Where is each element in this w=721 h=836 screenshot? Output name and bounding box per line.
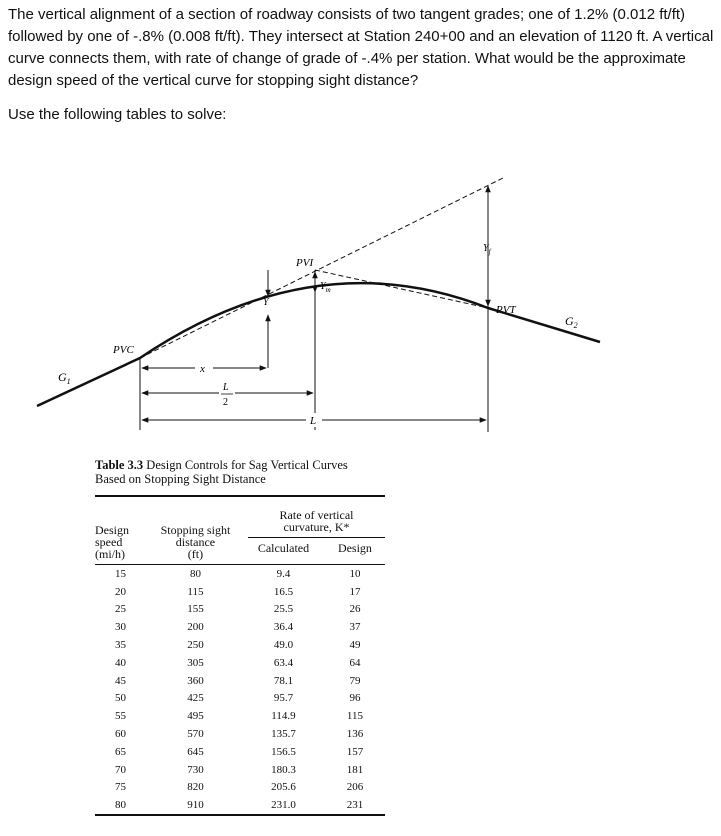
table-row: [95, 618, 385, 636]
cell-k-design: 136: [346, 728, 364, 741]
table-row: [95, 743, 385, 761]
cell-stopping-sight-distance: 820: [187, 781, 204, 794]
table-row: [95, 761, 385, 779]
cell-k-calculated: 95.7: [273, 692, 294, 705]
cell-design-speed: 80: [95, 796, 149, 815]
table-row: [95, 583, 385, 601]
table-row: [95, 725, 385, 743]
table-row: [95, 672, 385, 690]
cell-design-speed: 45: [115, 674, 126, 687]
table-row: [95, 654, 385, 672]
cell-k-calculated: 231.0: [242, 796, 325, 815]
cell-k-design: 26: [349, 603, 361, 616]
table-title-line2: Based on Stopping Sight Distance: [95, 472, 266, 486]
cell-k-calculated: 114.9: [271, 710, 296, 723]
cell-stopping-sight-distance: 155: [187, 603, 204, 616]
cell-stopping-sight-distance: 360: [187, 674, 204, 687]
half-l-denominator: 2: [223, 397, 228, 408]
cell-k-design: 17: [349, 585, 361, 598]
cell-k-calculated: 180.3: [271, 763, 296, 776]
half-l-numerator: L: [223, 382, 229, 393]
cell-k-design: 157: [346, 745, 364, 758]
cell-k-design: 206: [346, 781, 364, 794]
cell-stopping-sight-distance: 80: [189, 567, 201, 580]
cell-k-calculated: 135.7: [271, 728, 296, 741]
cell-k-design: 49: [349, 639, 361, 652]
cell-stopping-sight-distance: 250: [187, 639, 204, 652]
cell-design-speed: 65: [115, 745, 126, 758]
cell-design-speed: 30: [115, 621, 126, 634]
header-design: Design: [337, 541, 372, 555]
yf-label: $Y_f$: [483, 243, 491, 256]
table-row: [95, 796, 385, 815]
tangent-extension-g1: [140, 178, 503, 358]
y-label: Y: [263, 297, 269, 308]
cell-k-calculated: 205.6: [271, 781, 296, 794]
cell-design-speed: 55: [115, 710, 126, 723]
header-rate-of-curvature: Rate of vertical curvature, K*: [242, 496, 385, 538]
cell-stopping-sight-distance: 425: [187, 692, 204, 705]
cell-k-calculated: 78.1: [273, 674, 294, 687]
question-text: The vertical alignment of a section of roadway consists of two tangent grades; one of 1.2% (0.012 ft/ft) followed by one of -.8% (0.008 ft/ft). They intersect at Station 240+00 and an elevation of 1120 ft. A vertical curve connects them, with rate of change of grade of -.4% per station. What would be the approximate design speed of the vertical curve for stopping sight distance?: [8, 6, 714, 89]
g2-label: $G_2$: [565, 314, 578, 330]
design-controls-table: [95, 495, 385, 816]
cell-stopping-sight-distance: 570: [187, 728, 204, 741]
cell-stopping-sight-distance: 200: [187, 621, 204, 634]
header-stopping-sight-distance: Stopping sight distance (ft): [149, 496, 242, 560]
cell-stopping-sight-distance: 495: [187, 710, 204, 723]
grade-g1-line: [37, 358, 140, 406]
cell-design-speed: 15: [115, 567, 126, 580]
cell-k-design: 231: [325, 796, 385, 815]
header-design-speed: Design speed (mi/h): [95, 496, 149, 560]
instruction-text: Use the following tables to solve:: [8, 106, 227, 123]
table-row: [95, 565, 385, 583]
cell-k-design: 10: [349, 567, 361, 580]
cell-k-calculated: 25.5: [273, 603, 294, 616]
table-row: [95, 690, 385, 708]
cell-k-design: 96: [349, 692, 361, 705]
x-label: x: [200, 363, 205, 375]
cell-k-calculated: 9.4: [276, 567, 291, 580]
ym-label: $Y_m$: [320, 281, 331, 294]
cell-k-calculated: 16.5: [273, 585, 294, 598]
cell-design-speed: 70: [115, 763, 126, 776]
pvt-label: PVT: [496, 304, 516, 316]
pvi-label: PVI: [296, 257, 314, 269]
cell-k-design: 115: [346, 710, 363, 723]
cell-stopping-sight-distance: 910: [149, 796, 242, 815]
table-title: [95, 458, 395, 486]
cell-stopping-sight-distance: 305: [187, 656, 204, 669]
cell-k-design: 64: [349, 656, 361, 669]
table-row: [95, 601, 385, 619]
cell-k-calculated: 36.4: [273, 621, 294, 634]
cell-k-design: 37: [349, 621, 361, 634]
cell-stopping-sight-distance: 645: [187, 745, 204, 758]
cell-design-speed: 40: [115, 656, 126, 669]
pvc-label: PVC: [113, 344, 134, 356]
table-row: [95, 636, 385, 654]
cell-design-speed: 25: [115, 603, 126, 616]
cell-k-calculated: 63.4: [273, 656, 294, 669]
cell-k-design: 79: [349, 674, 361, 687]
table-number: Table 3.3: [95, 458, 144, 472]
cell-k-calculated: 49.0: [273, 639, 294, 652]
l-label: L: [310, 415, 317, 427]
cell-design-speed: 75: [115, 781, 126, 794]
cell-design-speed: 60: [115, 728, 126, 741]
cell-stopping-sight-distance: 730: [187, 763, 204, 776]
table-row: [95, 707, 385, 725]
header-calculated: Calculated: [257, 541, 310, 555]
tangent-extension-g2: [315, 270, 488, 308]
cell-design-speed: 20: [115, 585, 126, 598]
table-row: [95, 779, 385, 797]
vertical-curve: [140, 283, 488, 358]
g1-label: $G_1$: [58, 370, 71, 386]
table-title-line1: Design Controls for Sag Vertical Curves: [146, 458, 348, 472]
cell-design-speed: 35: [115, 639, 126, 652]
cell-design-speed: 50: [115, 692, 126, 705]
cell-stopping-sight-distance: 115: [187, 585, 204, 598]
cell-k-calculated: 156.5: [271, 745, 296, 758]
cell-k-design: 181: [346, 763, 364, 776]
